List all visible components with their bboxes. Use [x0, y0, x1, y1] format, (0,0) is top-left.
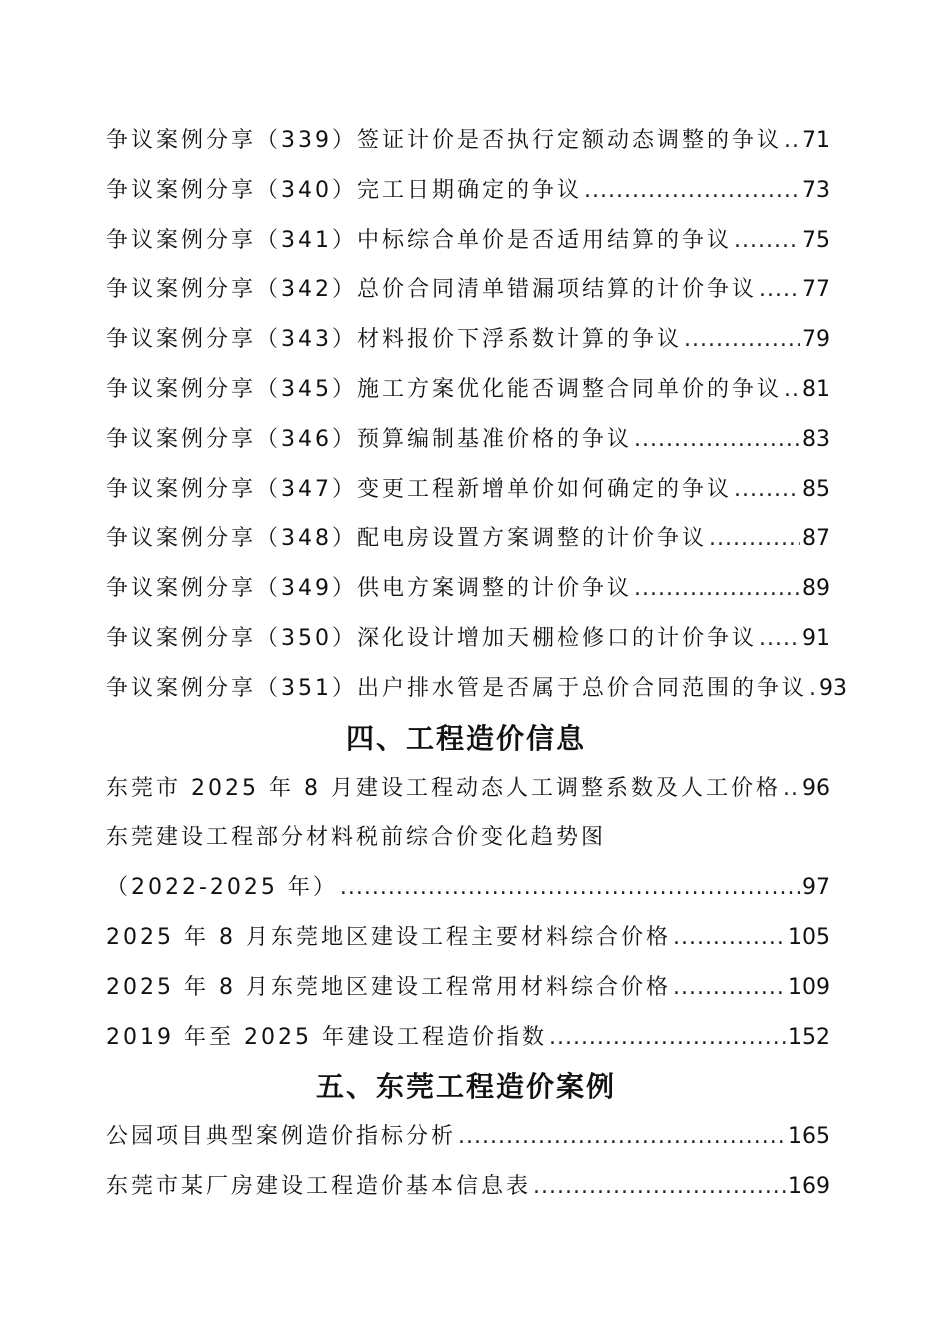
toc-page-number: 152: [788, 1024, 830, 1050]
dot-leader: [734, 465, 800, 515]
toc-entry-case-351[interactable]: [106, 664, 847, 714]
toc-page-number: 169: [788, 1174, 830, 1200]
toc-entry-title: 2019 年至 2025 年建设工程造价指数: [106, 1024, 547, 1050]
dot-leader: [584, 166, 800, 216]
toc-entry-case-341[interactable]: [106, 216, 830, 266]
toc-entry-case-350[interactable]: [106, 614, 830, 664]
toc-entry-park-project[interactable]: [106, 1112, 830, 1162]
toc-entry-case-340[interactable]: [106, 166, 830, 216]
dot-leader: [549, 1013, 786, 1063]
toc-entry-case-346[interactable]: [106, 415, 830, 465]
toc-page-number: 91: [802, 625, 830, 651]
toc-entry-title: 争议案例分享（351）出户排水管是否属于总价合同范围的争议: [106, 675, 807, 701]
toc-entry-main-material-price[interactable]: [106, 913, 830, 963]
toc-entry-case-349[interactable]: [106, 564, 830, 614]
toc-entry-title: 争议案例分享（345）施工方案优化能否调整合同单价的争议: [106, 376, 782, 402]
toc-entry-title: 2025 年 8 月东莞地区建设工程主要材料综合价格: [106, 924, 671, 950]
toc-page-number: 87: [802, 526, 830, 552]
dot-leader: [809, 664, 817, 714]
toc-entry-labor-price[interactable]: [106, 764, 830, 814]
toc-entry-title: 东莞市某厂房建设工程造价基本信息表: [106, 1174, 532, 1200]
toc-entry-title: 东莞市 2025 年 8 月建设工程动态人工调整系数及人工价格: [106, 775, 781, 801]
toc-page-number: 77: [802, 277, 830, 303]
dot-leader: [684, 315, 800, 365]
section-heading-cost-cases: 五、东莞工程造价案例: [315, 1070, 616, 1104]
toc-entry-title: 争议案例分享（346）预算编制基准价格的争议: [106, 426, 632, 452]
section-heading-cost-info: 四、工程造价信息: [345, 721, 586, 755]
dot-leader: [784, 365, 800, 415]
toc-page-number: 85: [802, 476, 830, 502]
toc-entry-title: 争议案例分享（342）总价合同清单错漏项结算的计价争议: [106, 277, 757, 303]
toc-entry-title: 2025 年 8 月东莞地区建设工程常用材料综合价格: [106, 974, 671, 1000]
toc-page-number: 109: [788, 974, 830, 1000]
toc-entry-title: 争议案例分享（339）签证计价是否执行定额动态调整的争议: [106, 128, 782, 153]
toc-page-number: 83: [802, 426, 830, 452]
dot-leader: [673, 963, 786, 1013]
toc-entry-title: 争议案例分享（349）供电方案调整的计价争议: [106, 576, 632, 602]
toc-page-number: 89: [802, 576, 830, 602]
toc-page-number: 79: [802, 327, 830, 353]
toc-page-number: 105: [788, 924, 830, 950]
toc-page-number: 165: [788, 1124, 830, 1150]
dot-leader: [784, 116, 800, 166]
toc-page-number: 73: [802, 177, 830, 203]
toc-page-number: 96: [802, 775, 830, 801]
toc-entry-title: 争议案例分享（350）深化设计增加天棚检修口的计价争议: [106, 625, 757, 651]
toc-entry-case-343[interactable]: [106, 315, 830, 365]
dot-leader: [709, 514, 800, 564]
toc-page-number: 75: [802, 227, 830, 253]
dot-leader: [634, 415, 800, 465]
toc-entry-title: 东莞建设工程部分材料税前综合价变化趋势图: [106, 825, 607, 851]
toc-entry-cost-index[interactable]: [106, 1013, 830, 1063]
toc-entry-title: 公园项目典型案例造价指标分析: [106, 1124, 457, 1150]
toc-entry-case-348[interactable]: [106, 514, 830, 564]
toc-entry-title: 争议案例分享（348）配电房设置方案调整的计价争议: [106, 526, 707, 552]
dot-leader: [759, 265, 800, 315]
table-of-contents: [106, 116, 847, 1212]
toc-entry-common-material-price[interactable]: [106, 963, 830, 1013]
toc-entry-case-342[interactable]: [106, 265, 830, 315]
toc-entry-case-347[interactable]: [106, 465, 830, 515]
dot-leader: [634, 564, 800, 614]
toc-entry-factory-project[interactable]: [106, 1162, 830, 1212]
dot-leader: [759, 614, 800, 664]
dot-leader: [458, 1112, 786, 1162]
toc-entry-title: 争议案例分享（341）中标综合单价是否适用结算的争议: [106, 227, 732, 253]
toc-entry-title: （2022-2025 年）: [106, 875, 338, 901]
dot-leader: [340, 863, 800, 913]
toc-page-number: 81: [802, 376, 830, 402]
toc-entry-case-339[interactable]: [106, 116, 830, 166]
dot-leader: [533, 1162, 786, 1212]
dot-leader: [783, 764, 800, 814]
dot-leader: [673, 913, 786, 963]
toc-entry-title: 争议案例分享（340）完工日期确定的争议: [106, 177, 582, 203]
toc-page-number: 71: [802, 128, 830, 153]
toc-page-number: 93: [819, 675, 847, 701]
toc-entry-title: 争议案例分享（347）变更工程新增单价如何确定的争议: [106, 476, 732, 502]
toc-entry-material-trend-years[interactable]: [106, 863, 830, 913]
toc-entry-case-345[interactable]: [106, 365, 830, 415]
toc-entry-title: 争议案例分享（343）材料报价下浮系数计算的争议: [106, 327, 682, 353]
toc-entry-material-trend[interactable]: [106, 813, 830, 863]
toc-page-number: 97: [802, 875, 830, 901]
dot-leader: [734, 216, 800, 266]
